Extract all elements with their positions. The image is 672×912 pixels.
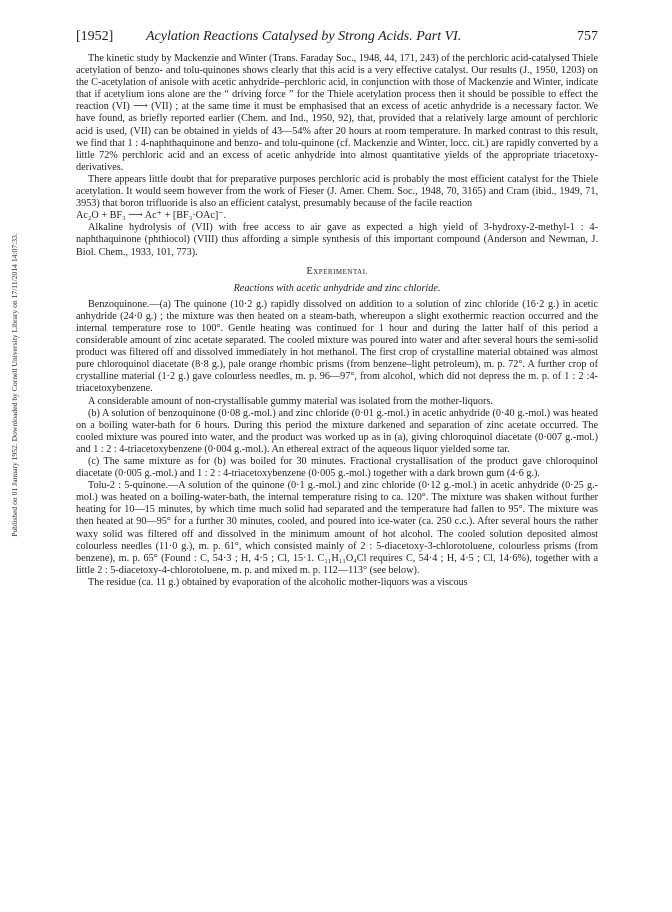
download-watermark-text: Published on 01 January 1952. Downloaded by Cornell University Library on 17/11/2014 14:07:33.: [10, 233, 19, 537]
running-head: [76, 29, 598, 47]
reaction-formula: Ac₂O + BF₃ ⟶ Ac⁺ + [BF₃·OAc]⁻.: [76, 210, 227, 222]
paragraph-benzoquinone-b: (b) A solution of benzoquinone (0·08 g.-mol.) and zinc chloride (0·01 g.-mol.) in acetic anhydride (0·40 g.-mol.) was heated on a boiling water-bath for 6 hours. During this period the mixture darkened and separation of zinc acetate occurred. The cooled mixture was poured into water, and the product was worked up as in (a), giving chloroquinol diacetate (0·007 g.-mol.) and 1 : 2 : 4-triacetoxybenzene (0·004 g.-mol.). An ethereal extract of the aqueous liquor yielded some tar.: [76, 407, 598, 455]
paragraph-kinetic-study: The kinetic study by Mackenzie and Winter (Trans. Faraday Soc., 1948, 44, 171, 243) of the perchloric acid-catalysed Thiele acetylation of benzo- and tolu-quinones shows clearly that this acid is a very effective catalyst. Our results (J., 1950, 1203) on the C-acetylation of anisole with acetic anhydride–perchloric acid, in conjunction with those of Mackenzie and Winter, indicate that if acetylium ions alone are the “ driving force ” for the Thiele acetylation process then it should be possible to effect the reaction (VI) ⟶ (VII) ; at the same time it must be emphasised that an excess of acetic anhydride is a necessary factor. We have found, as briefly reported earlier (Chem. and Ind., 1950, 92), that, provided that a relatively large amount of perchloric acid is used, (VII) can be obtained in yields of 43—54% after 20 hours at room temperature. In marked contrast to this result, we find that 1 : 4-naphthaquinone and benzo- and tolu-quinone (cf. Mackenzie and Winter, locc. cit.) are rapidly converted by a little 72% perchloric acid and an excess of acetic anhydride into almost quantitative yields of the appropriate triacetoxy-derivatives.: [76, 53, 598, 173]
section-heading-experimental: Experimental: [306, 265, 368, 277]
running-head-year: [1952]: [76, 29, 114, 44]
paragraph-catalyst: There appears little doubt that for preparative purposes perchloric acid is probably the most efficient catalyst for the Thiele acetylation. It would seem however from the work of Fieser (J. Amer. Chem. Soc., 1948, 70, 3165) and Cram (ibid., 1949, 71, 3953) that boron trifluoride is also an efficient catalyst, presumably because of the facile reaction: [76, 173, 598, 210]
subsection-heading: Reactions with acetic anhydride and zinc chloride.: [233, 282, 441, 294]
paragraph-toluquinone: Tolu-2 : 5-quinone.—A solution of the quinone (0·1 g.-mol.) and zinc chloride (0·12 g.-mol.) in acetic anhydride (0·25 g.-mol.) was heated on a boiling-water-bath, the internal temperature rising to ca. 120°. The mixture was shaken without further heating for 10—15 minutes, by which time much solid had separated and the temperature had fallen to 95°. The mixture was then heated at 90—95° for a further 30 minutes, cooled, and poured into ice-water (ca. 250 c.c.). After several hours the rather waxy solid was filtered off and dissolved in the minimum amount of hot alcohol. The cooled solution deposited almost colourless needles (11·0 g.), m. p. 61°, which consisted mainly of 2 : 5-diacetoxy-3-chlorotoluene, colourless prisms (from benzene), m. p. 65° (Found : C, 54·3 ; H, 4·5 ; Cl, 15·1. C₁₁H₁₁O₄Cl requires C, 54·4 ; H, 4·5 ; Cl, 14·6%), together with a little 2 : 5-diacetoxy-4-chlorotoluene, m. p. and mixed m. p. 112—113° (see below).: [76, 480, 598, 576]
paragraph-hydrolysis: Alkaline hydrolysis of (VII) with free access to air gave as expected a high yield of 3-hydroxy-2-methyl-1 : 4-naphthaquinone (phthiocol) (VIII) thus affording a simple synthesis of this important compound (Anderson and Newman, J. Biol. Chem., 1933, 101, 773).: [76, 222, 598, 258]
paragraph-benzoquinone-a: Benzoquinone.—(a) The quinone (10·2 g.) rapidly dissolved on addition to a solution of zinc chloride (16·2 g.) in acetic anhydride (24·0 g.) ; the mixture was then heated on a steam-bath, whereupon a slight exothermic reaction occurred and the internal temperature rose to 100°. Gentle heating was continued for 1 hour and during the latter half of this period a considerable amount of zinc acetate separated. The cooled mixture was poured into water and after several hours the semi-solid product was filtered off and dissolved immediately in hot methanol. The first crop of crystalline material obtained was almost pure chloroquinol diacetate (8·8 g.), pale orange rhombic prisms (from benzene–light petroleum), m. p. 72°. A further crop of crystalline material (1·2 g.) gave colourless needles, m. p. 96—97°, from alcohol, which did not depress the m. p. of 1 : 2 :4-triacetoxybenzene.: [76, 298, 598, 395]
page-number: 757: [577, 29, 598, 44]
article-body: [76, 53, 598, 589]
paragraph-gummy-material: A considerable amount of non-crystallisable gummy material was isolated from the mother-liquors.: [88, 395, 493, 407]
paragraph-residue: The residue (ca. 11 g.) obtained by evaporation of the alcoholic mother-liquors was a viscous: [88, 576, 468, 588]
running-head-title: Acylation Reactions Catalysed by Strong Acids. Part VI.: [146, 29, 462, 44]
paragraph-benzoquinone-c: (c) The same mixture as for (b) was boiled for 30 minutes. Fractional crystallisation of the product gave chloroquinol diacetate (0·005 g.-mol.) and 1 : 2 : 4-triacetoxybenzene (0·005 g.-mol.) together with a dark brown gum (4·6 g.).: [76, 456, 598, 480]
download-watermark: [3, 150, 17, 620]
